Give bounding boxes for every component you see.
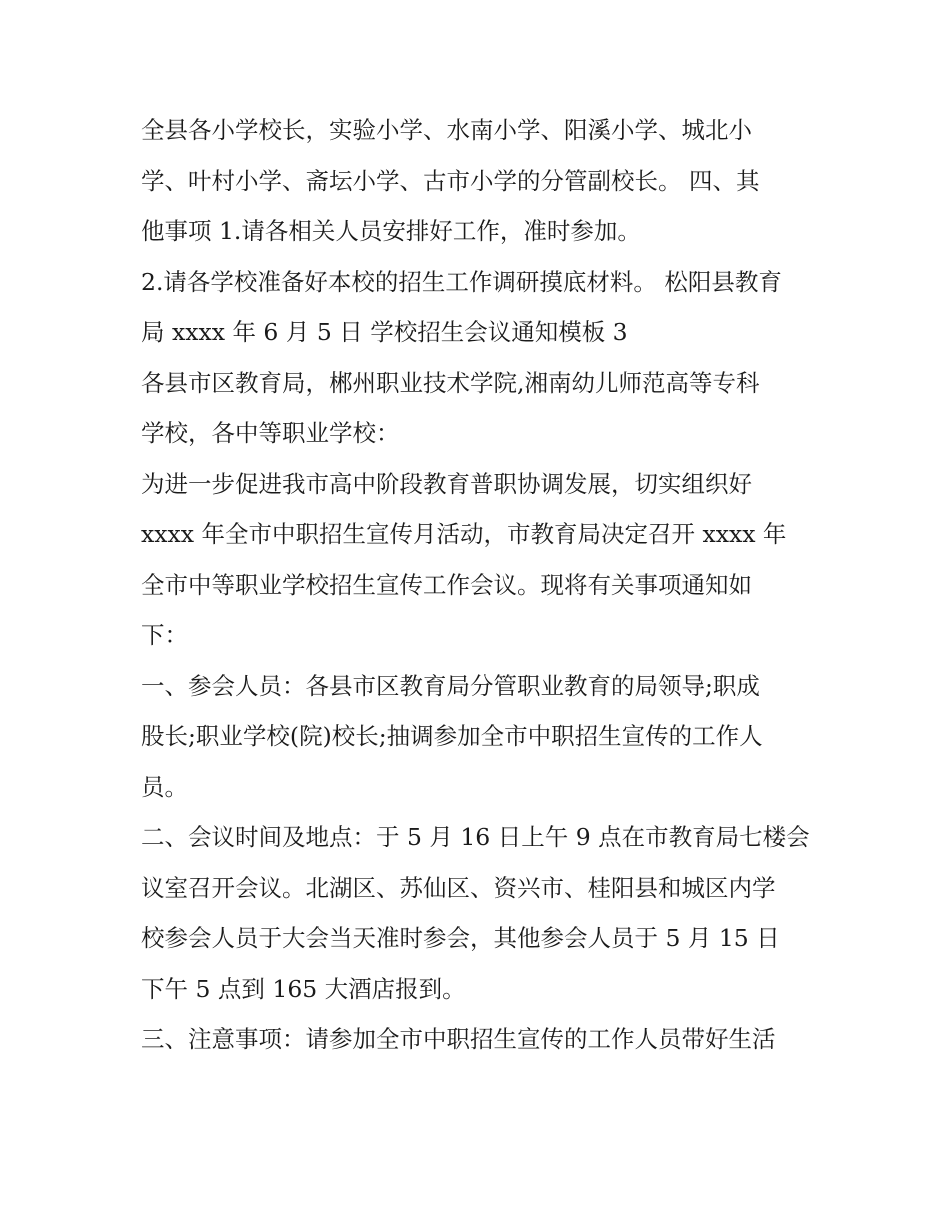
text-line: 二、会议时间及地点：于 5 月 16 日上午 9 点在市教育局七楼会 bbox=[141, 823, 810, 851]
text-line: 议室召开会议。北湖区、苏仙区、资兴市、桂阳县和城区内学 bbox=[141, 873, 776, 902]
text-line: 各县市区教育局，郴州职业技术学院,湘南幼儿师范高等专科 bbox=[141, 368, 760, 397]
text-line: 下： bbox=[141, 621, 188, 649]
text-line: 2.请各学校准备好本校的招生工作调研摸底材料。 松阳县教育 bbox=[141, 267, 782, 296]
text-line: 全县各小学校长，实验小学、水南小学、阳溪小学、城北小 bbox=[141, 116, 752, 144]
text-line: 全市中等职业学校招生宣传工作会议。现将有关事项通知如 bbox=[141, 570, 752, 599]
text-line: 三、注意事项：请参加全市中职招生宣传的工作人员带好生活 bbox=[141, 1025, 776, 1053]
text-line: 下午 5 点到 165 大酒店报到。 bbox=[141, 974, 466, 1003]
text-line: 为进一步促进我市高中阶段教育普职协调发展，切实组织好 bbox=[141, 469, 752, 498]
text-line: 学校，各中等职业学校： bbox=[141, 419, 400, 447]
text-line: 他事项 1.请各相关人员安排好工作，准时参加。 bbox=[141, 217, 641, 245]
document-body bbox=[141, 105, 821, 1065]
text-line: xxxx 年全市中职招生宣传月活动，市教育局决定召开 xxxx 年 bbox=[141, 520, 787, 548]
text-line: 一、参会人员：各县市区教育局分管职业教育的局领导;职成 bbox=[141, 671, 760, 700]
text-line: 员。 bbox=[141, 772, 188, 801]
text-line: 股长;职业学校(院)校长;抽调参加全市中职招生宣传的工作人 bbox=[141, 722, 763, 750]
text-line: 校参会人员于大会当天准时参会，其他参会人员于 5 月 15 日 bbox=[141, 924, 780, 952]
text-line: 学、叶村小学、斋坛小学、古市小学的分管副校长。 四、其 bbox=[141, 166, 760, 195]
text-line: 局 xxxx 年 6 月 5 日 学校招生会议通知模板 3 bbox=[141, 318, 628, 346]
